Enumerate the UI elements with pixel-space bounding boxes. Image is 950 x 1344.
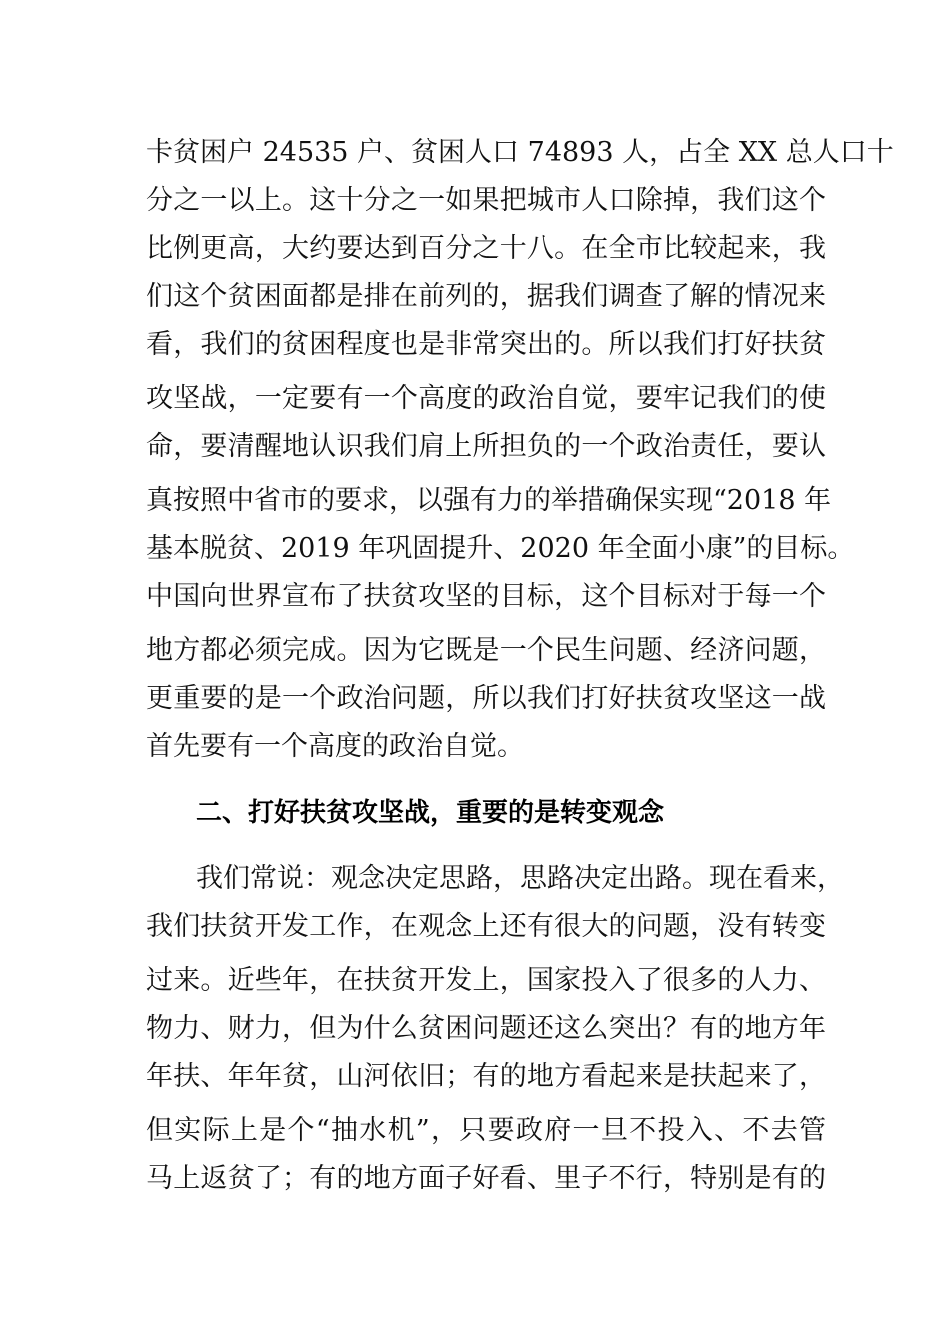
paragraph-line: 我们常说：观念决定思路，思路决定出路。现在看来， [196, 863, 844, 894]
paragraph-line: 物力、财力，但为什么贫困问题还这么突出？有的地方年 [146, 1013, 826, 1044]
paragraph-line: 卡贫困户 24535 户、贫困人口 74893 人，占全 XX 总人口十 [146, 137, 894, 168]
paragraph-line: 们这个贫困面都是排在前列的，据我们调查了解的情况来 [146, 281, 826, 312]
paragraph-line: 中国向世界宣布了扶贫攻坚的目标，这个目标对于每一个 [146, 581, 826, 612]
paragraph-line: 首先要有一个高度的政治自觉。 [146, 731, 524, 762]
paragraph-line: 真按照中省市的要求，以强有力的举措确保实现“2018 年 [146, 485, 832, 516]
paragraph-line: 基本脱贫、2019 年巩固提升、2020 年全面小康”的目标。 [146, 533, 855, 564]
paragraph-line: 攻坚战，一定要有一个高度的政治自觉，要牢记我们的使 [146, 383, 826, 414]
paragraph-line: 我们扶贫开发工作，在观念上还有很大的问题，没有转变 [146, 911, 826, 942]
section-heading: 二、打好扶贫攻坚战，重要的是转变观念 [196, 798, 665, 828]
paragraph-line: 更重要的是一个政治问题，所以我们打好扶贫攻坚这一战 [146, 683, 826, 714]
paragraph-line: 命，要清醒地认识我们肩上所担负的一个政治责任，要认 [146, 431, 826, 462]
paragraph-line: 但实际上是个“抽水机”，只要政府一旦不投入、不去管 [146, 1115, 826, 1146]
paragraph-line: 看，我们的贫困程度也是非常突出的。所以我们打好扶贫 [146, 329, 826, 360]
paragraph-line: 地方都必须完成。因为它既是一个民生问题、经济问题， [146, 635, 826, 666]
paragraph-line: 马上返贫了；有的地方面子好看、里子不行，特别是有的 [146, 1163, 826, 1194]
paragraph-line: 比例更高，大约要达到百分之十八。在全市比较起来，我 [146, 233, 826, 264]
paragraph-line: 分之一以上。这十分之一如果把城市人口除掉，我们这个 [146, 185, 826, 216]
paragraph-line: 过来。近些年，在扶贫开发上，国家投入了很多的人力、 [146, 965, 826, 996]
paragraph-line: 年扶、年年贫，山河依旧；有的地方看起来是扶起来了， [146, 1061, 826, 1092]
